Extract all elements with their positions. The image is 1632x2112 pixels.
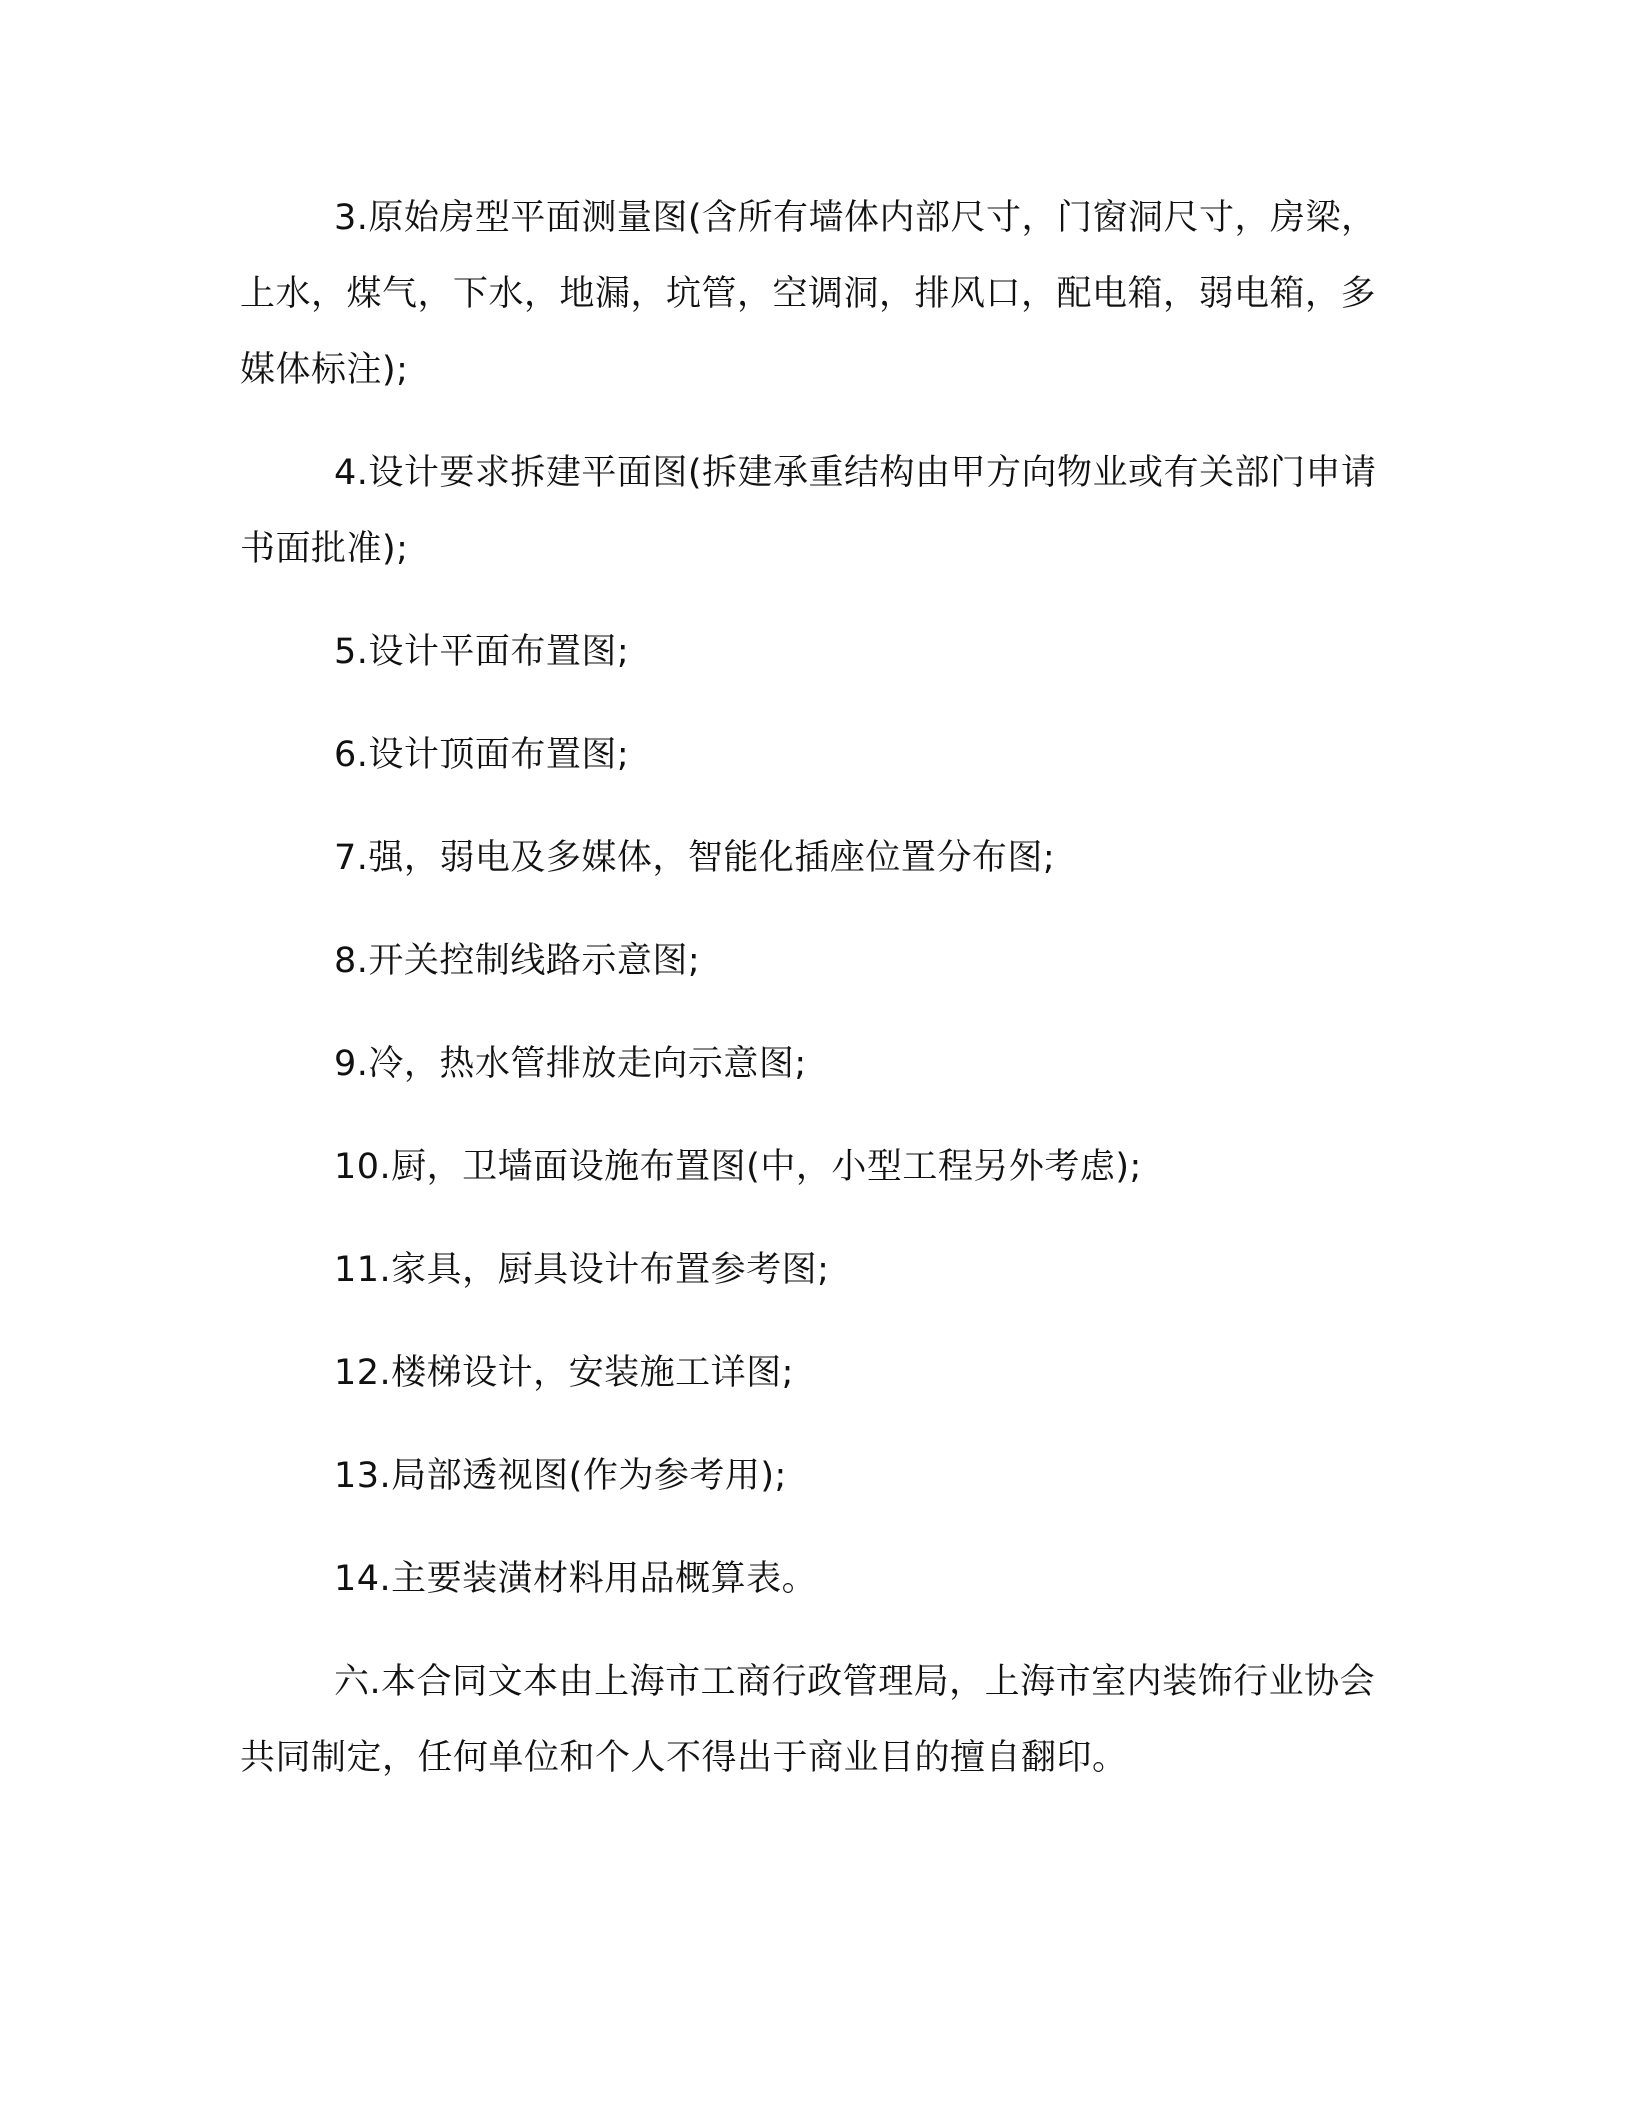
document-body <box>240 180 1400 1823</box>
paragraph-item-5: 5.设计平面布置图; <box>334 632 630 672</box>
paragraph-item-14: 14.主要装潢材料用品概算表。 <box>334 1559 818 1599</box>
paragraph-item-3: 3.原始房型平面测量图(含所有墙体内部尺寸，门窗洞尺寸，房梁，上水，煤气，下水，地漏，坑管，空调洞，排风口，配电箱，弱电箱，多媒体标注); <box>240 198 1377 390</box>
paragraph-item-6: 6.设计顶面布置图; <box>334 735 630 775</box>
paragraph-item-8: 8.开关控制线路示意图; <box>334 941 701 981</box>
paragraph-item-13: 13.局部透视图(作为参考用); <box>334 1456 787 1496</box>
paragraph-item-7: 7.强，弱电及多媒体，智能化插座位置分布图; <box>334 838 1056 878</box>
paragraph-item-12: 12.楼梯设计，安装施工详图; <box>334 1353 794 1393</box>
paragraph-item-9: 9.冷，热水管排放走向示意图; <box>334 1044 807 1084</box>
paragraph-item-4: 4.设计要求拆建平面图(拆建承重结构由甲方向物业或有关部门申请书面批准); <box>240 453 1377 569</box>
paragraph-section-six: 六.本合同文本由上海市工商行政管理局，上海市室内装饰行业协会共同制定，任何单位和个人不得出于商业目的擅自翻印。 <box>240 1662 1376 1778</box>
paragraph-item-10: 10.厨，卫墙面设施布置图(中，小型工程另外考虑); <box>334 1147 1142 1187</box>
paragraph-item-11: 11.家具，厨具设计布置参考图; <box>334 1250 830 1290</box>
